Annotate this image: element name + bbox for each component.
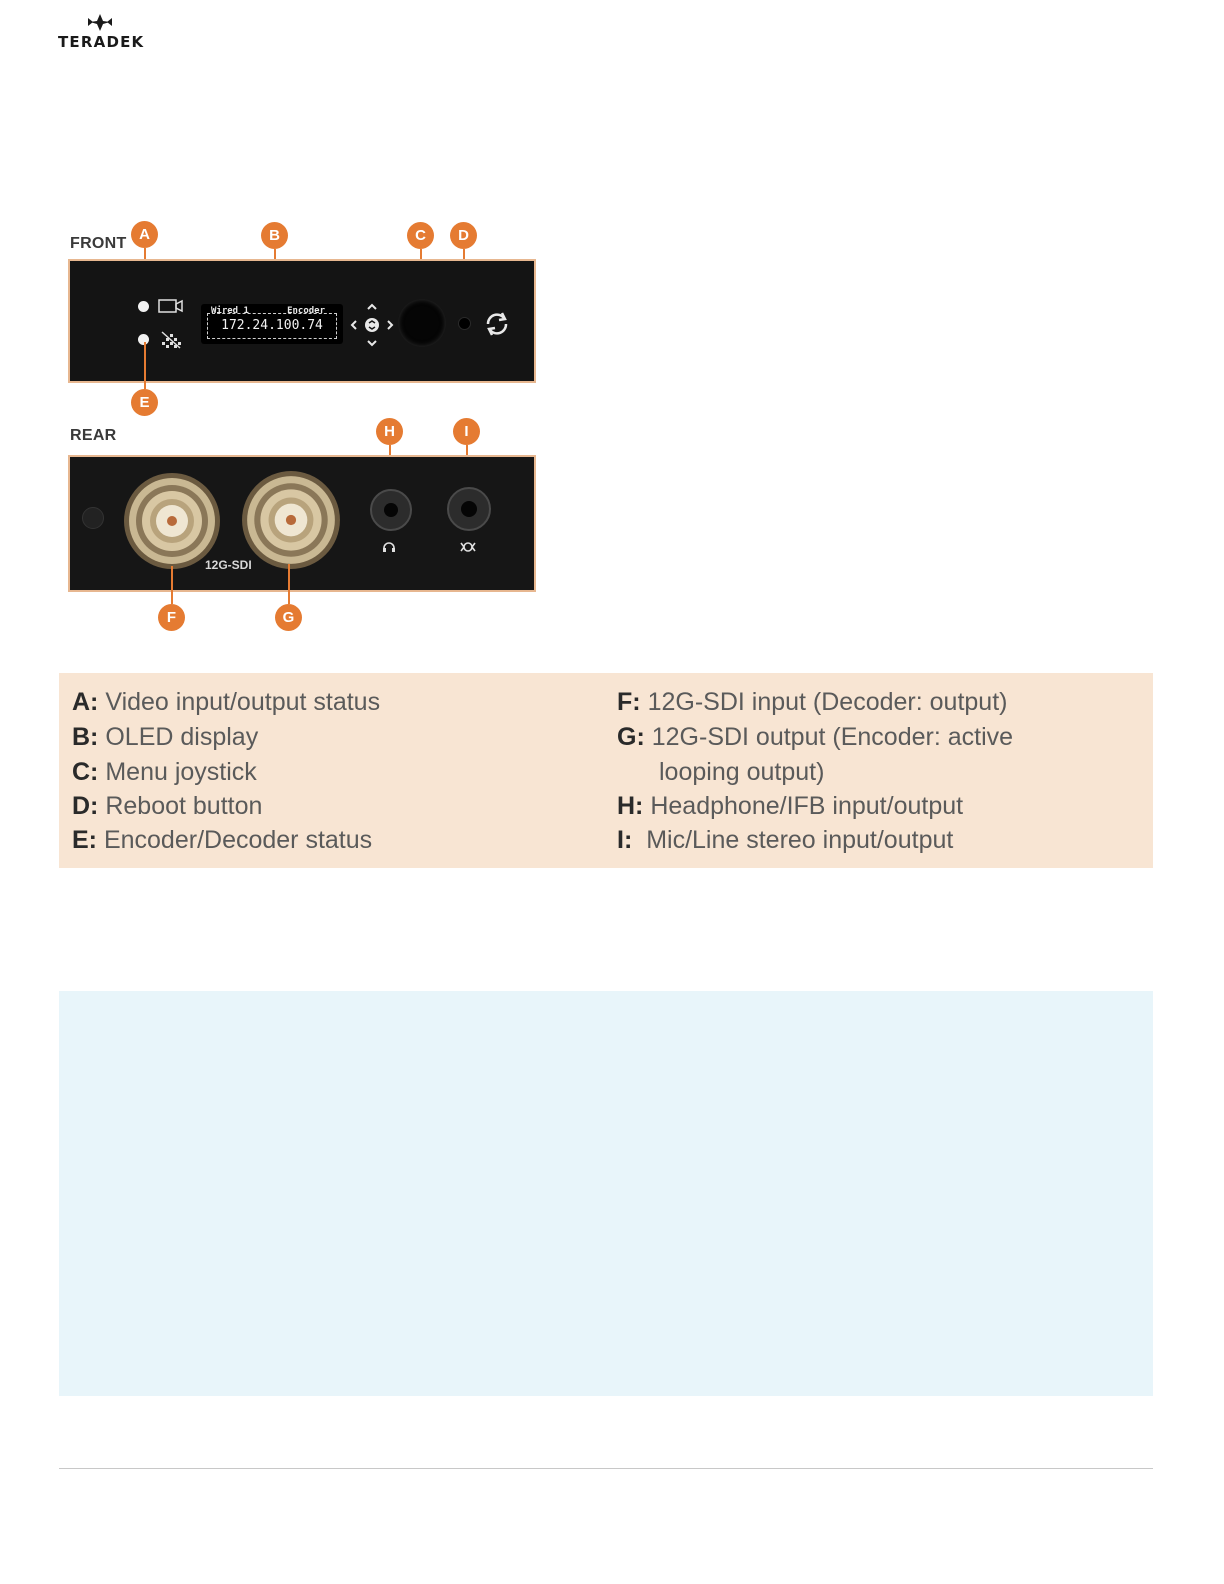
callout-c: C <box>407 222 434 249</box>
mic-line-jack[interactable] <box>447 487 491 531</box>
headphone-icon <box>382 541 396 553</box>
bnc-connector-input[interactable] <box>122 471 222 571</box>
teradek-logo <box>58 12 148 52</box>
logo-wordmark: TERADEK <box>58 33 145 51</box>
screw <box>82 507 104 529</box>
joystick-arrows-icon[interactable] <box>350 303 394 347</box>
video-camera-icon <box>158 298 184 314</box>
bnc-connector-output[interactable] <box>240 469 342 571</box>
legend-item-h: H: Headphone/IFB input/output <box>617 792 964 820</box>
legend-item-a: A: Video input/output status <box>72 688 381 716</box>
callout-g: G <box>275 604 302 631</box>
oled-ip-address: 172.24.100.74 <box>221 318 323 333</box>
menu-joystick[interactable] <box>398 299 446 347</box>
refresh-icon <box>482 309 512 339</box>
legend-item-d: D: Reboot button <box>72 792 263 820</box>
oled-mode-label: Encoder <box>287 306 325 316</box>
device-rear-panel <box>68 455 536 592</box>
callout-f: F <box>158 604 185 631</box>
legend-item-b: B: OLED display <box>72 723 259 751</box>
logo-mark-icon <box>58 12 148 34</box>
callout-d: D <box>450 222 477 249</box>
oled-display <box>201 304 343 344</box>
device-front-panel <box>68 259 536 383</box>
legend-item-g: G: 12G-SDI output (Encoder: active <box>617 723 1014 751</box>
video-status-led <box>138 301 149 312</box>
legend-item-e: E: Encoder/Decoder status <box>72 826 373 854</box>
callout-a: A <box>131 221 158 248</box>
callout-b: B <box>261 222 288 249</box>
leader-g <box>288 564 290 604</box>
legend-box <box>59 673 1153 868</box>
legend-item-g-continuation: looping output) <box>659 758 825 786</box>
oled-status-line <box>211 306 335 316</box>
headphone-jack[interactable] <box>370 489 412 531</box>
callout-e: E <box>131 389 158 416</box>
legend-item-c: C: Menu joystick <box>72 758 257 786</box>
sdi-port-label: 12G-SDI <box>205 558 252 572</box>
front-label: FRONT <box>70 235 127 252</box>
legend-item-i: I: Mic/Line stereo input/output <box>617 826 954 854</box>
stream-status-icon <box>160 330 184 350</box>
callout-h: H <box>376 418 403 445</box>
footer-divider <box>59 1468 1153 1469</box>
rear-label: REAR <box>70 427 117 444</box>
callout-i: I <box>453 418 480 445</box>
reboot-button[interactable] <box>458 317 471 330</box>
leader-e <box>144 342 146 389</box>
oled-connection-label: Wired 1 <box>211 306 249 316</box>
mic-line-icon <box>460 541 476 553</box>
leader-f <box>171 566 173 604</box>
note-box <box>59 991 1153 1396</box>
legend-item-f: F: 12G-SDI input (Decoder: output) <box>617 688 1008 716</box>
